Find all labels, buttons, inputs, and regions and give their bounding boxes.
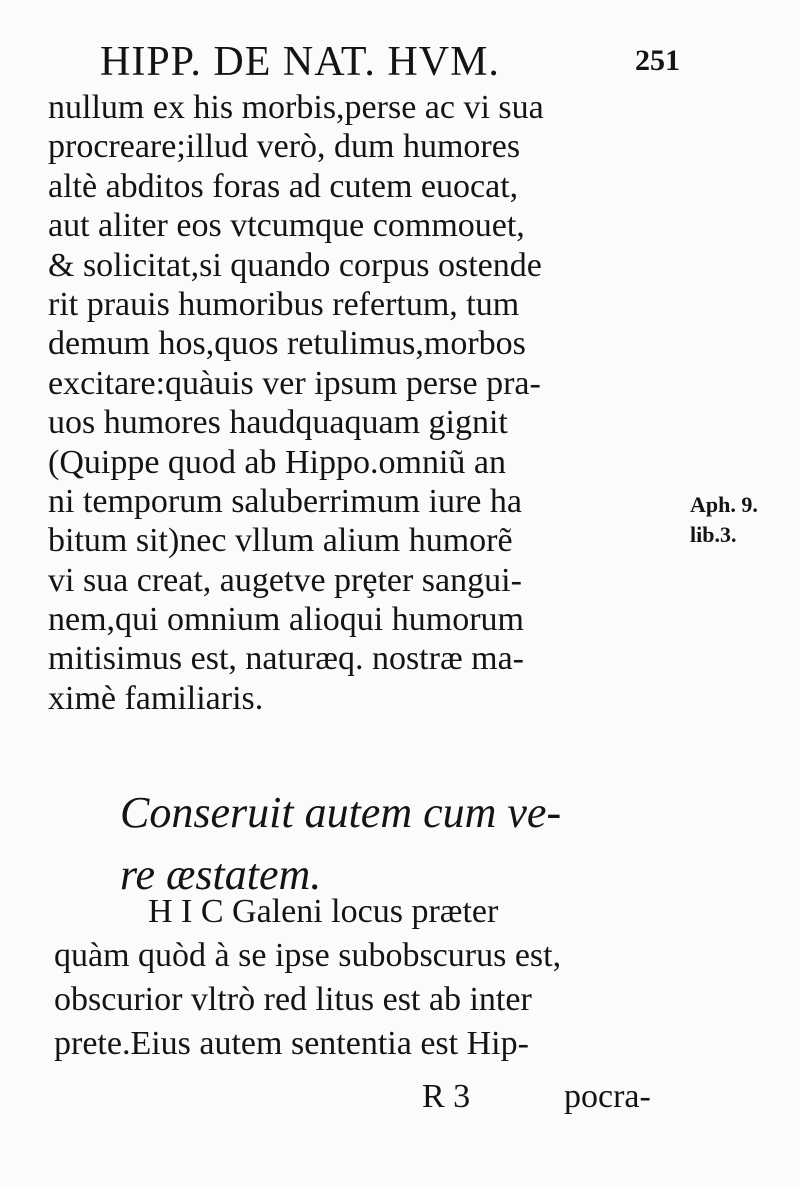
commentary-line: obscurior vltrò red litus est ab inter: [54, 981, 532, 1018]
page-number: 251: [635, 44, 680, 77]
section-heading-line: Conseruit autem cum ve-: [120, 788, 562, 837]
commentary-line: quàm quòd à se ipse subobscurus est,: [54, 937, 562, 974]
marginal-note-line: Aph. 9.: [690, 492, 758, 517]
marginal-note: [690, 490, 758, 550]
commentary-text-block: [54, 890, 684, 1066]
text-line: nullum ex his morbis,perse ac vi sua: [48, 89, 544, 126]
running-head: HIPP. DE NAT. HVM.: [100, 39, 500, 85]
page-header: [100, 34, 680, 94]
marginal-note-line: lib.3.: [690, 522, 737, 547]
section-heading: [120, 782, 680, 906]
text-line: & solicitat,si quando corpus ostende: [48, 246, 542, 284]
text-line: excitare:quàuis ver ipsum perse pra-: [48, 364, 541, 402]
text-line: uos humores haudquaquam gignit: [48, 404, 508, 442]
main-text-block: [48, 88, 688, 718]
text-line: procreare;illud verò, dum humores: [48, 128, 521, 166]
text-line: rit prauis humoribus refertum, tum: [48, 285, 520, 323]
commentary-line: H I C Galeni locus præter: [148, 893, 499, 930]
text-line: nem,qui omnium alioqui humorum: [48, 601, 524, 639]
catchword: pocra-: [564, 1078, 651, 1115]
text-line: (Quippe quod ab Hippo.omniũ an: [48, 443, 506, 481]
text-line: altè abditos foras ad cutem euocat,: [48, 167, 519, 205]
text-line: mitisimus est, naturæq. nostræ ma-: [48, 640, 524, 678]
signature-mark: R 3: [422, 1078, 471, 1115]
text-line: ni temporum saluberrimum iure ha: [48, 482, 522, 520]
text-line: demum hos,quos retulimus,morbos: [48, 325, 526, 363]
text-line: bitum sit)nec vllum alium humorẽ: [48, 522, 513, 560]
text-line: ximè familiaris.: [48, 679, 264, 717]
commentary-line: prete.Eius autem sententia est Hip-: [54, 1025, 529, 1062]
section-heading-line: re æstatem.: [120, 850, 322, 899]
text-line: vi sua creat, augetve prȩter sangui-: [48, 561, 522, 599]
text-line: aut aliter eos vtcumque commouet,: [48, 207, 525, 245]
